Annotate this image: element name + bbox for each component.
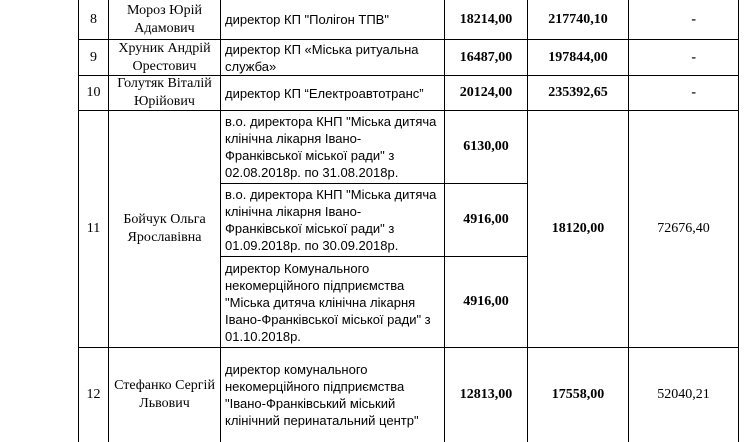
grid-line bbox=[738, 0, 739, 442]
position-text: директор Комунального некомерційного підприємства "Міська дитяча клінічна лікарня Івано-Франківської міської ради" з 01.10.2018р. bbox=[225, 260, 431, 344]
extra-value: 52040,21 bbox=[657, 387, 710, 402]
person-name: Мороз Юрій Адамович bbox=[127, 2, 202, 36]
person-name: Бойчук Ольга Ярославівна bbox=[123, 212, 206, 245]
person-name: Хруник Андрій Орестович bbox=[118, 40, 211, 74]
extra-value: - bbox=[691, 85, 696, 100]
position-text: директор КП «Міська ритуальна служба» bbox=[225, 41, 419, 74]
salary-value: 4916,00 bbox=[463, 294, 509, 309]
person-name: Стефанко Сергій Львович bbox=[114, 378, 215, 411]
row-number: 10 bbox=[86, 85, 101, 100]
annual-value: 17558,00 bbox=[551, 387, 605, 402]
salary-value: 16487,00 bbox=[459, 49, 513, 65]
extra-value: - bbox=[691, 11, 696, 27]
position-text: директор комунального некомерційного підприємства "Івано-Франківський міський клінічний перинатальний центр" bbox=[225, 362, 419, 428]
position-text: директор КП “Електроавтотранс” bbox=[225, 85, 424, 101]
salary-value: 20124,00 bbox=[459, 85, 513, 100]
person-name: Голутяк Віталій Юрійович bbox=[117, 76, 212, 109]
annual-value: 197844,00 bbox=[548, 49, 608, 65]
row-number: 8 bbox=[90, 11, 97, 27]
salary-value: 12813,00 bbox=[459, 387, 513, 402]
annual-value: 217740,10 bbox=[548, 11, 608, 27]
annual-value: 235392,65 bbox=[548, 85, 608, 100]
position-text: директор КП "Полігон ТПВ" bbox=[225, 12, 389, 27]
extra-value: - bbox=[691, 49, 696, 65]
row-number: 11 bbox=[86, 221, 101, 236]
row-number: 9 bbox=[90, 49, 97, 65]
salary-value: 6130,00 bbox=[463, 139, 509, 154]
extra-value: 72676,40 bbox=[657, 221, 710, 236]
position-text: в.о. директора КНП "Міська дитяча клінічна лікарня Івано- Франківської міської ради" з 01.09.2018р. по 30.09.2018р. bbox=[225, 187, 437, 253]
salary-value: 18214,00 bbox=[459, 11, 513, 27]
row-number: 12 bbox=[86, 387, 101, 402]
salary-value: 4916,00 bbox=[463, 212, 509, 227]
annual-value: 18120,00 bbox=[551, 221, 605, 236]
position-text: в.о. директора КНП "Міська дитяча клінічна лікарня Івано- Франківської міської ради" з 02.08.2018р. по 31.08.2018р. bbox=[225, 114, 437, 180]
